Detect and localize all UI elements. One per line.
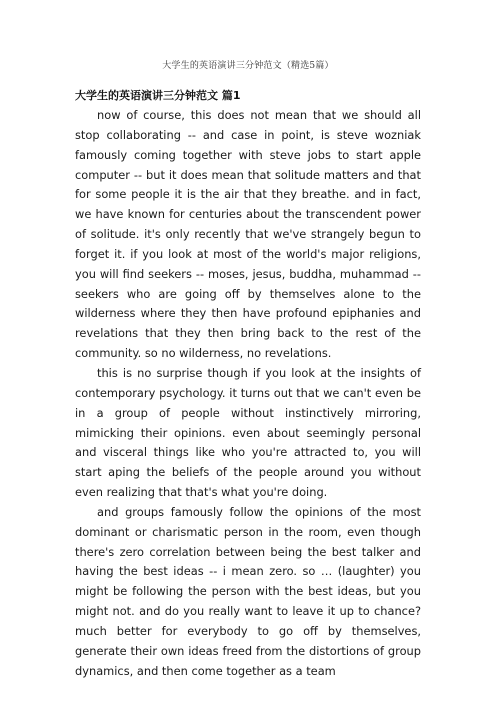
paragraph-2: this is no surprise though if you look at the insights of contemporary psychology. it turns out that we can't even be in a group of people without instinctively mirroring, mimicking their opinions. even about seemingly personal and visceral things like who you're attracted to, you will start aping the beliefs of the people around you without even realizing that that's what you're doing. [75, 365, 421, 500]
running-header: 大学生的英语演讲三分钟范文（精选5篇） [162, 61, 334, 71]
paragraph-1: now of course, this does not mean that we should all stop collaborating -- and case in point, is steve wozniak famously coming together with steve jobs to start apple computer -- but it does mean that solitude matters and that for some people it is the air that they breathe. and in fact, we have known for centuries about the transcendent power of solitude. it's only recently that we've strangely begun to forget it. if you look at most of the world's major religions, you will find seekers -- moses, jesus, buddha, muhammad -- seekers who are going off by themselves alone to the wilderness where they then have profound epiphanies and revelations that they then bring back to the rest of the community. so no wilderness, no revelations. [75, 108, 421, 361]
document-body [75, 86, 421, 681]
section-heading: 大学生的英语演讲三分钟范文 篇1 [75, 89, 241, 102]
paragraph-3: and groups famously follow the opinions of the most dominant or charismatic person in the room, even though there's zero correlation between being the best talker and having the best ideas -- i mean zero. so … (laughter) you might be following the person with the best ideas, but you might not. and do you really want to leave it up to chance? much better for everybody to go off by themselves, generate their own ideas freed from the distortions of group dynamics, and then come together as a team [75, 504, 421, 678]
